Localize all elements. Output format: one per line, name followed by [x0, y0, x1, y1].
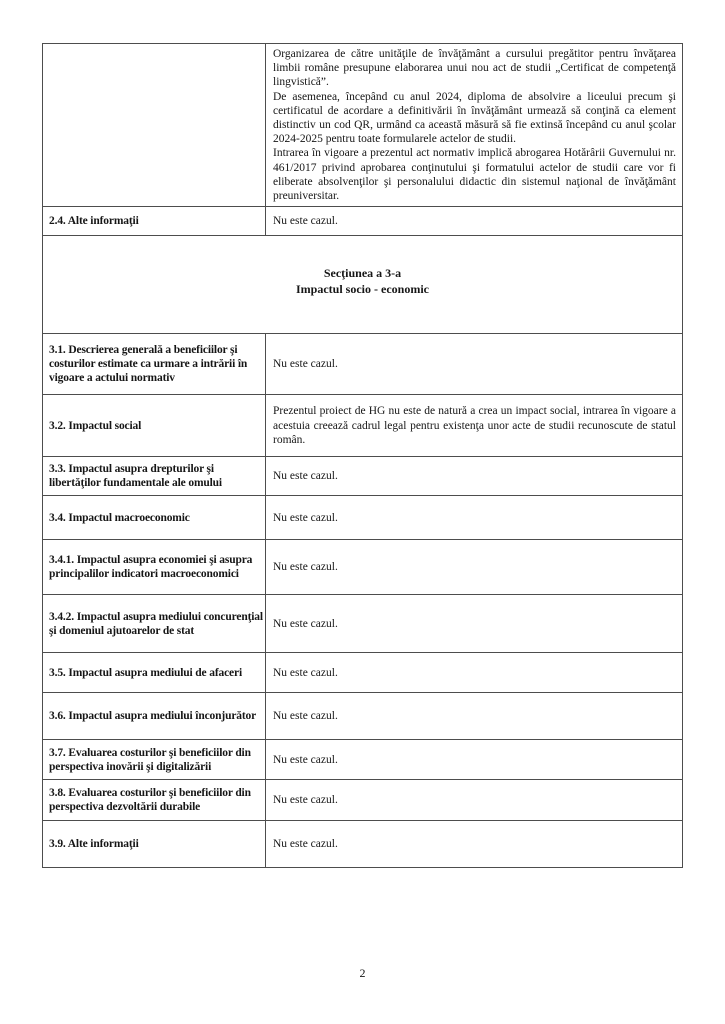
paragraph-course-organization: Organizarea de către unităţile de învăţământ a cursului pregătitor pentru învăţarea limbii române presupune elaborarea unui nou act de studii „Certificat de competenţă lingvistică”. — [273, 48, 676, 89]
table-row-3-2 — [43, 395, 682, 457]
row-label: 3.1. Descrierea generală a beneficiilor şi costurilor estimate ca urmare a intrării în vigoare a actului normativ — [43, 334, 266, 394]
row-label-empty — [43, 44, 266, 206]
row-label: 3.4.2. Impactul asupra mediului concurenţial şi domeniul ajutoarelor de stat — [43, 595, 266, 652]
section-title-line2: Impactul socio - economic — [296, 282, 429, 297]
section-title — [43, 265, 682, 297]
row-value: Nu este cazul. — [273, 511, 338, 524]
row-value: Nu este cazul. — [273, 710, 338, 723]
row-value: Nu este cazul. — [273, 753, 338, 766]
table-row-3-3 — [43, 457, 682, 496]
table-row-3-4-1 — [43, 540, 682, 595]
row-label: 3.5. Impactul asupra mediului de afaceri — [43, 653, 266, 692]
row-label: 3.8. Evaluarea costurilor şi beneficiilor din perspectiva dezvoltării durabile — [43, 780, 266, 820]
row-value: Nu este cazul. — [273, 794, 338, 807]
table-row-2-4 — [43, 207, 682, 236]
row-value: Nu este cazul. — [273, 215, 338, 228]
row-value: Nu este cazul. — [273, 470, 338, 483]
table-row-3-1 — [43, 334, 682, 395]
table-row-3-7 — [43, 740, 682, 780]
impact-assessment-table — [42, 43, 683, 868]
row-value: Nu este cazul. — [273, 358, 338, 371]
row-value-text: Prezentul proiect de HG nu este de natură a crea un impact social, intrarea în vigoare a acestuia creează cadrul legal pentru existenţa unor acte de studii recunoscute de statul român. — [273, 405, 676, 446]
row-value: Nu este cazul. — [273, 838, 338, 851]
table-row-3-5 — [43, 653, 682, 693]
row-value-continuation — [266, 44, 682, 206]
paragraph-qr-code: De asemenea, începând cu anul 2024, diploma de absolvire a liceului precum şi certificatul de acordare a definitivării în învăţământ urmează să conţină ca element distinctiv un cod QR, urmând ca această măsură să fie extinsă începând cu anul şcolar 2024-2025 pentru toate formularele actelor de studii. — [273, 90, 676, 146]
row-value: Nu este cazul. — [273, 666, 338, 679]
paragraph-abrogation: Intrarea în vigoare a prezentul act normativ implică abrogarea Hotărârii Guvernului nr. 461/2017 privind aprobarea conţinutului şi formatului actelor de studii care vor fi eliberate absolvenţilor şi personalului didactic din sistemul naţional de învăţământ preuniversitar. — [273, 147, 676, 203]
row-label: 3.2. Impactul social — [43, 395, 266, 456]
table-row-3-6 — [43, 693, 682, 740]
table-row-3-4-2 — [43, 595, 682, 653]
table-row-3-8 — [43, 780, 682, 821]
row-label: 3.9. Alte informaţii — [43, 821, 266, 867]
row-label: 3.7. Evaluarea costurilor şi beneficiilor din perspectiva inovării şi digitalizării — [43, 740, 266, 779]
row-value — [266, 395, 682, 456]
row-value: Nu este cazul. — [273, 561, 338, 574]
row-value: Nu este cazul. — [273, 617, 338, 630]
row-label: 3.4. Impactul macroeconomic — [43, 496, 266, 539]
table-row-3-4 — [43, 496, 682, 540]
row-label: 3.6. Impactul asupra mediului înconjurător — [43, 693, 266, 739]
row-label: 3.4.1. Impactul asupra economiei şi asupra principalilor indicatori macroeconomici — [43, 540, 266, 594]
row-label: 2.4. Alte informaţii — [43, 207, 266, 235]
section-title-line1: Secţiunea a 3-a — [323, 266, 402, 281]
section-3-header — [43, 265, 682, 334]
table-row-3-9 — [43, 821, 682, 867]
table-row-continuation — [43, 44, 682, 207]
page-number: 2 — [359, 966, 366, 980]
row-label: 3.3. Impactul asupra drepturilor şi libertăţilor fundamentale ale omului — [43, 457, 266, 495]
